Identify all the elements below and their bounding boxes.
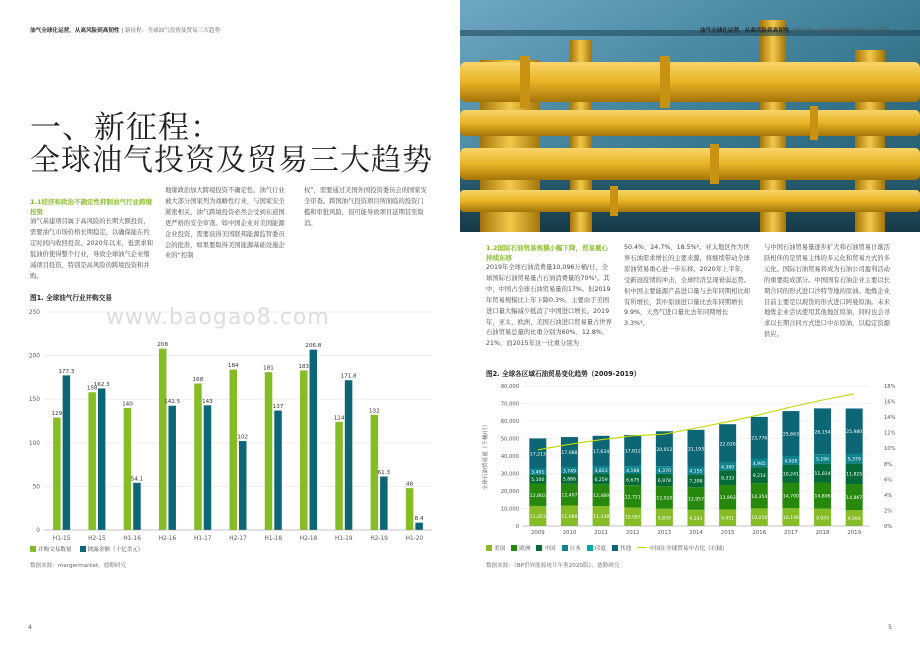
legend-item-value: 披露金额（十亿美元） bbox=[80, 545, 144, 553]
data-label: 4,945 bbox=[752, 461, 766, 467]
y-tick-label: 50,000 bbox=[500, 436, 519, 443]
y2-tick-label: 12% bbox=[884, 430, 896, 437]
data-label: 4,370 bbox=[657, 469, 671, 475]
y2-tick-label: 10% bbox=[884, 446, 896, 453]
data-label: 14,896 bbox=[814, 494, 831, 500]
data-label: 4,168 bbox=[626, 468, 640, 474]
legend-item-china: 中国 bbox=[536, 544, 555, 552]
data-label: 48 bbox=[406, 481, 414, 488]
data-label: 14,354 bbox=[751, 494, 768, 500]
data-label: 3,749 bbox=[562, 469, 577, 475]
data-label: 12,957 bbox=[687, 497, 705, 503]
page-number: 5 bbox=[888, 624, 892, 631]
data-label: 129 bbox=[51, 411, 63, 418]
legend-swatch bbox=[536, 545, 542, 551]
y2-tick-label: 0% bbox=[884, 524, 893, 530]
bar-deals bbox=[230, 370, 238, 530]
y-tick-label: 20,000 bbox=[500, 489, 519, 495]
bar-value bbox=[204, 405, 212, 530]
data-label: 22,026 bbox=[719, 442, 736, 448]
x-tick-label: 2019 bbox=[847, 530, 862, 536]
x-tick-label: 2011 bbox=[594, 530, 608, 536]
bar-deals bbox=[124, 408, 132, 530]
data-label: 26,154 bbox=[814, 430, 831, 436]
page-number: 4 bbox=[28, 624, 32, 631]
figure1-source: 数据来源：mergermarket，德勤研究 bbox=[30, 563, 127, 569]
data-label: 25,663 bbox=[782, 432, 799, 438]
figure2-source: 数据来源：《BP世界能源统计年鉴2020版》，德勤研究 bbox=[486, 563, 620, 569]
section-heading: 1.1经济和政治不确定性抑制油气行业跨境投资 bbox=[30, 198, 153, 216]
legend-item-india: 印度 bbox=[587, 544, 606, 552]
data-label: 12,802 bbox=[529, 493, 546, 499]
legend-item-europe: 欧洲 bbox=[511, 544, 530, 552]
y-tick-label: 10,000 bbox=[500, 506, 519, 513]
y2-tick-label: 18% bbox=[884, 384, 896, 390]
pipeline-photo bbox=[460, 0, 920, 232]
data-label: 14,867 bbox=[846, 496, 863, 502]
data-label: 11,024 bbox=[814, 471, 831, 477]
x-tick-label: 2015 bbox=[720, 530, 735, 536]
bar-value bbox=[415, 523, 423, 530]
data-label: 158 bbox=[86, 385, 98, 392]
data-label: 17,088 bbox=[561, 451, 578, 457]
figure2-legend bbox=[486, 544, 728, 552]
data-label: 9,943 bbox=[815, 516, 830, 522]
y2-tick-label: 4% bbox=[884, 492, 893, 499]
data-label: 9,859 bbox=[657, 516, 671, 522]
data-label: 102 bbox=[237, 434, 249, 441]
data-label: 9,094 bbox=[847, 517, 861, 523]
y2-tick-label: 6% bbox=[884, 477, 893, 484]
bar-value bbox=[133, 483, 141, 530]
paragraph: 50.4%、24.7%、18.5%²。亚太地区作为世界石油需求增长的主要来源，将继续带动全球原油贸易重心进一步东移。2020年上半年，受新冠疫情的冲击，全球经济呈现衰弱态势。但中国主要能源产品进口量与去年同期相比却有所增长，其中原油进口量比去年同期增长9.9%，天然气进口量比去年同期增长3.3%³。 bbox=[624, 244, 750, 328]
y-tick-label: 0 bbox=[36, 528, 40, 534]
x-tick-label: H2-16 bbox=[158, 536, 177, 542]
x-tick-label: 2010 bbox=[562, 530, 577, 536]
bar-deals bbox=[300, 370, 308, 530]
running-header: 油气全球化运营，从高风险到高韧性 | 新征程：全球油气投资及贸易三大趋势 bbox=[699, 28, 890, 34]
figure1-title: 图1. 全球油气行业并购交易 bbox=[30, 294, 112, 302]
data-label: 5,100 bbox=[531, 478, 545, 484]
page-title-line1: 一、新征程： bbox=[30, 110, 222, 146]
data-label: 4,155 bbox=[689, 469, 703, 475]
text-column-1 bbox=[30, 197, 154, 282]
data-label: 20,012 bbox=[656, 447, 673, 453]
data-label: 168 bbox=[192, 377, 204, 384]
data-label: 6,978 bbox=[657, 479, 671, 485]
data-label: 5,379 bbox=[847, 457, 861, 463]
figure2-title: 图2. 全球各区域石油贸易变化趋势（2009-2019） bbox=[486, 370, 641, 378]
x-tick-label: H1-20 bbox=[405, 536, 424, 542]
legend-item-japan: 日本 bbox=[562, 544, 581, 552]
x-tick-label: H2-19 bbox=[370, 536, 388, 542]
data-label: 10,148 bbox=[782, 516, 799, 522]
data-label: 17,213 bbox=[529, 452, 546, 458]
legend-item-us: 美国 bbox=[486, 544, 505, 552]
data-label: 3,491 bbox=[531, 470, 545, 476]
data-label: 11,338 bbox=[593, 515, 610, 521]
data-label: 12,407 bbox=[561, 493, 578, 499]
data-label: 206.8 bbox=[305, 343, 322, 350]
y-tick-label: 40,000 bbox=[500, 454, 519, 460]
x-tick-label: 2016 bbox=[752, 530, 767, 536]
bar-deals bbox=[159, 349, 167, 530]
legend-swatch bbox=[80, 546, 86, 552]
data-label: 10,056 bbox=[751, 516, 768, 522]
bar-deals bbox=[406, 488, 414, 530]
data-label: 13,993 bbox=[719, 496, 736, 502]
data-label: 140 bbox=[122, 401, 133, 408]
bar-deals bbox=[265, 372, 273, 530]
data-label: 11,689 bbox=[561, 514, 578, 520]
data-label: 6,675 bbox=[626, 478, 640, 484]
y2-tick-label: 2% bbox=[884, 508, 893, 515]
paragraph: 地缘政治加大跨境投资不确定性。油气行业被大部分国家列为战略性行业，与国家安全紧密相关，油气跨境投资必然会受到东道国更严格的安全审查。如中国企业对美国能源企业投资，需要获得美国联邦能源监管委员会的批准，如果要取得美国能源基础设施企业的“控制 bbox=[165, 187, 285, 260]
watermark: www.baogao8.com bbox=[106, 305, 330, 330]
bar-value bbox=[239, 441, 247, 530]
data-label: 5,196 bbox=[815, 457, 830, 463]
data-label: 14,700 bbox=[782, 494, 799, 500]
text-column-3 bbox=[304, 186, 428, 230]
data-label: 4,920 bbox=[784, 459, 798, 465]
data-label: 3,823 bbox=[594, 469, 608, 475]
y-tick-label: 0 bbox=[515, 524, 519, 530]
data-label: 142.5 bbox=[164, 399, 181, 406]
paragraph: 与中国石油贸易量逐步扩大和石油贸易日渐活跃相伴的是贸易主体的多元化和贸易方式的多元化。国际石油贸易将成为石油公司盈利活动的重要组成部分。中国国有石油企业主要以长期合同的形式进口沙特等地的原油。地炼企业目前主要是以现货的形式进口阿曼原油。未来地炼企业尝试使用其他地区原油，同时也会寻求以长期合同方式进口中东原油，以稳定资源供应。 bbox=[764, 244, 890, 339]
data-label: 6,259 bbox=[594, 477, 608, 483]
y-tick-label: 250 bbox=[28, 310, 40, 316]
bar-deals bbox=[88, 392, 96, 530]
legend-item-other: 其他 bbox=[612, 544, 631, 552]
data-label: 21,193 bbox=[687, 447, 705, 453]
data-label: 10,587 bbox=[624, 515, 641, 521]
right-page bbox=[460, 0, 920, 651]
text-column-2 bbox=[624, 243, 752, 330]
paragraph: 2019年全球石油消费量10,096万桶/日，全球国际石油贸易量占石油消费量的70%¹。其中，中国占全球石油贸易量的17%。但2019年贸易规模比上年下降0.3%，主要由于美国进口量大幅减少抵消了中国进口增长。2019年，亚太、欧洲、美国石油进口贸易量占世界石油贸易总量的比重分别为60%、12.8%、21%，而2015年这一比重分别为 bbox=[486, 264, 612, 348]
y-tick-label: 150 bbox=[28, 397, 40, 404]
x-tick-label: 2017 bbox=[784, 530, 798, 536]
bar-deals bbox=[335, 422, 343, 530]
x-tick-label: 2018 bbox=[815, 530, 830, 536]
figure2-chart bbox=[478, 380, 903, 540]
bar-value bbox=[63, 375, 71, 530]
x-tick-label: H2-17 bbox=[229, 536, 247, 542]
paragraph: 油气基建项目属于高风险的长期大额投资，需要油气市场价格长期稳定，以确保能在约定时间内收回投资。2020年以来，低需求和低油价使得整个行业，导致全球油气企业缩减项目投资，特别是高风险的跨境投资和并购。 bbox=[30, 218, 154, 280]
data-label: 9,451 bbox=[721, 516, 735, 522]
figure1-legend bbox=[30, 545, 144, 553]
data-label: 137 bbox=[272, 404, 284, 411]
data-label: 177.3 bbox=[58, 368, 75, 375]
bar-value bbox=[98, 388, 106, 530]
y2-tick-label: 8% bbox=[884, 461, 893, 468]
data-label: 124 bbox=[333, 415, 345, 422]
x-tick-label: H1-15 bbox=[52, 536, 71, 542]
data-label: 17,812 bbox=[624, 449, 641, 455]
data-label: 12,920 bbox=[656, 496, 673, 502]
y2-tick-label: 14% bbox=[884, 415, 896, 422]
data-label: 183 bbox=[298, 363, 310, 370]
legend-item-china-share: 中国在全球贸易中占比（右轴） bbox=[637, 544, 727, 552]
data-label: 11,825 bbox=[846, 472, 863, 478]
bar-value bbox=[345, 380, 353, 530]
data-label: 208 bbox=[157, 342, 169, 349]
data-label: 11,453 bbox=[529, 514, 546, 520]
text-column-2 bbox=[165, 186, 289, 262]
bar-deals bbox=[194, 384, 202, 530]
data-label: 61.3 bbox=[377, 470, 391, 477]
y-tick-label: 30,000 bbox=[500, 471, 519, 478]
x-tick-label: H1-17 bbox=[193, 536, 212, 542]
x-tick-label: 2009 bbox=[530, 530, 545, 536]
bar-value bbox=[168, 406, 176, 530]
y-axis-label: 全球石油贸易量（千桶/日） bbox=[483, 421, 489, 491]
data-label: 171.8 bbox=[340, 373, 357, 380]
figure1-chart bbox=[28, 304, 440, 544]
legend-line-swatch bbox=[637, 547, 647, 548]
data-label: 5,886 bbox=[562, 477, 577, 483]
y2-tick-label: 16% bbox=[884, 399, 896, 406]
data-label: 12,489 bbox=[593, 494, 610, 500]
y-tick-label: 60,000 bbox=[500, 419, 519, 425]
data-label: 8.4 bbox=[414, 516, 424, 523]
y-tick-label: 200 bbox=[28, 353, 40, 360]
paragraph: 权”，需要通过美国外国投资委员会的国家安全审查。跨国油气投资项目所面临的投资门槛和审批风险，很可能导致项目延期甚至取消。 bbox=[304, 187, 427, 227]
data-label: 181 bbox=[263, 365, 274, 372]
data-label: 184 bbox=[227, 363, 239, 370]
legend-item-deals: 并购交易数量 bbox=[30, 545, 72, 553]
data-label: 23,776 bbox=[751, 436, 768, 442]
legend-swatch bbox=[511, 545, 517, 551]
x-tick-label: 2014 bbox=[689, 530, 703, 536]
y-tick-label: 70,000 bbox=[500, 401, 519, 408]
legend-swatch bbox=[486, 545, 492, 551]
data-label: 8,333 bbox=[721, 476, 735, 482]
bar-value bbox=[274, 411, 282, 530]
x-tick-label: H1-16 bbox=[123, 536, 141, 542]
x-tick-label: 2013 bbox=[657, 530, 672, 536]
bar-value bbox=[380, 477, 388, 530]
page-title-line2: 全球油气投资及贸易三大趋势 bbox=[30, 143, 433, 178]
bar-value bbox=[310, 350, 318, 530]
data-label: 10,241 bbox=[782, 472, 799, 478]
legend-swatch bbox=[612, 545, 618, 551]
running-header: 油气全球化运营，从高风险到高韧性 | 新征程：全球油气投资及贸易三大趋势 bbox=[30, 28, 221, 34]
bar-deals bbox=[53, 418, 61, 530]
data-label: 7,398 bbox=[689, 479, 703, 485]
x-tick-label: H2-18 bbox=[299, 536, 318, 542]
x-tick-label: H2-15 bbox=[88, 536, 106, 542]
data-label: 132 bbox=[368, 408, 380, 415]
y-tick-label: 100 bbox=[28, 440, 40, 447]
legend-swatch bbox=[587, 545, 593, 551]
data-label: 9,214 bbox=[752, 474, 766, 480]
data-label: 162.3 bbox=[93, 381, 110, 388]
data-label: 4,380 bbox=[721, 465, 735, 471]
data-label: 25,980 bbox=[846, 430, 863, 436]
y-tick-label: 80,000 bbox=[500, 384, 519, 390]
data-label: 17,634 bbox=[593, 450, 610, 456]
legend-swatch bbox=[562, 545, 568, 551]
data-label: 12,721 bbox=[624, 495, 641, 501]
legend-swatch bbox=[30, 546, 36, 552]
data-label: 54.1 bbox=[130, 476, 144, 483]
y-tick-label: 50 bbox=[32, 484, 40, 491]
x-tick-label: H1-18 bbox=[264, 536, 283, 542]
section-heading: 1.2国际石油贸易规模小幅下降，贸易重心持续东移 bbox=[486, 244, 609, 262]
data-label: 9,241 bbox=[689, 516, 703, 522]
x-tick-label: H1-19 bbox=[335, 536, 353, 542]
x-tick-label: 2012 bbox=[625, 530, 640, 536]
text-column-1 bbox=[486, 243, 614, 350]
text-column-3 bbox=[764, 243, 894, 341]
data-label: 143 bbox=[202, 398, 213, 405]
